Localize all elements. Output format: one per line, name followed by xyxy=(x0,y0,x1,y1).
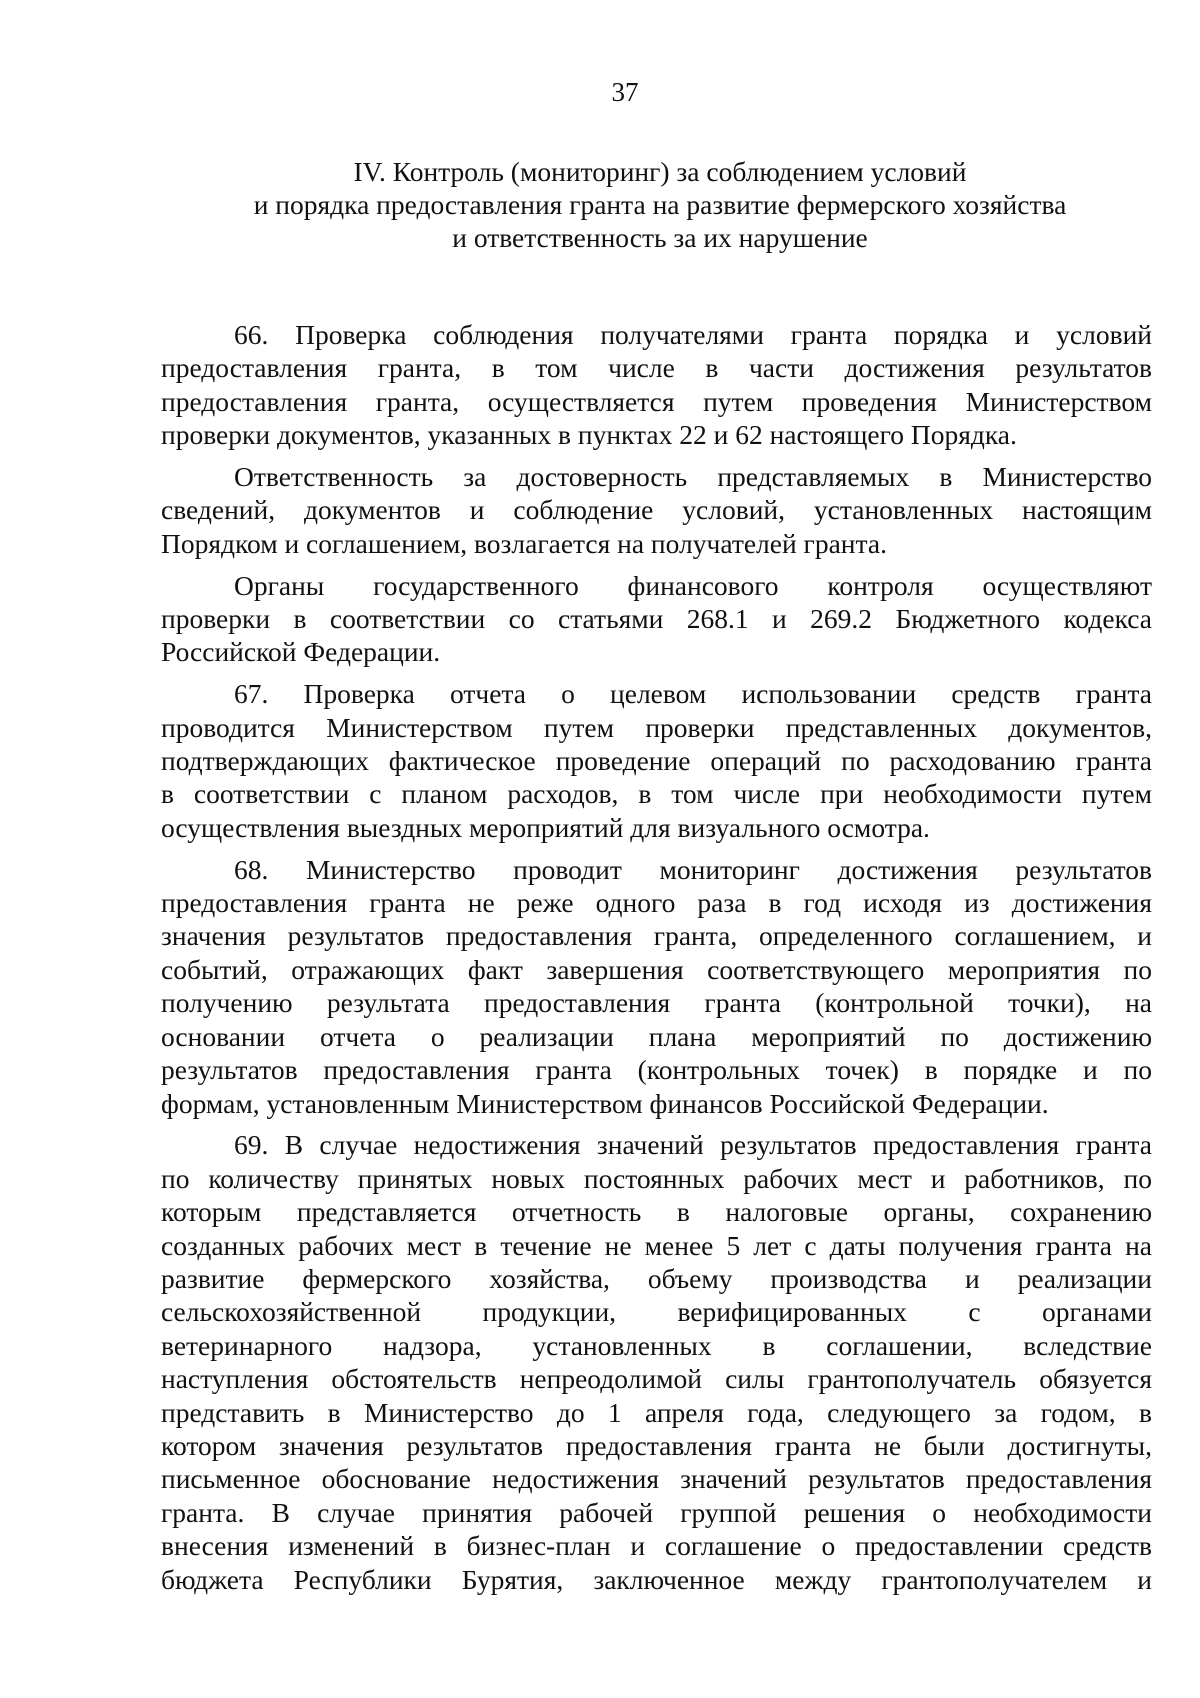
paragraph-line: результатов предоставления гранта (контрольных точек) в порядке и по xyxy=(161,1054,1152,1086)
paragraph xyxy=(161,318,1152,452)
page-number: 37 xyxy=(611,77,639,107)
paragraph-line: событий, отражающих факт завершения соответствующего мероприятия по xyxy=(161,953,1152,985)
paragraph xyxy=(161,569,1152,669)
paragraph-line: бюджета Республики Бурятия, заключенное между грантополучателем и xyxy=(161,1563,1152,1595)
heading-line: и порядка предоставления гранта на развитие фермерского хозяйства xyxy=(253,189,1067,220)
paragraph-line: основании отчета о реализации плана мероприятий по достижению xyxy=(161,1020,1152,1052)
paragraph-line: Ответственность за достоверность представляемых в Министерство xyxy=(234,461,1152,493)
paragraph-line: проверки документов, указанных в пунктах 22 и 62 настоящего Порядка. xyxy=(161,419,1017,451)
paragraph-line: представить в Министерство до 1 апреля года, следующего за годом, в xyxy=(161,1396,1152,1428)
paragraph xyxy=(161,460,1152,560)
paragraph-line: подтверждающих фактическое проведение операций по расходованию гранта xyxy=(161,745,1152,777)
section-heading xyxy=(160,155,1160,254)
heading-line: IV. Контроль (мониторинг) за соблюдением условий xyxy=(353,156,967,187)
paragraph-line: Порядком и соглашением, возлагается на получателей гранта. xyxy=(161,527,887,559)
paragraph-line: формам, установленным Министерством финансов Российской Федерации. xyxy=(161,1087,1049,1119)
paragraph-line: значения результатов предоставления гранта, определенного соглашением, и xyxy=(161,920,1152,952)
paragraph-line: по количеству принятых новых постоянных рабочих мест и работников, по xyxy=(161,1162,1152,1194)
paragraph-line: Органы государственного финансового контроля осуществляют xyxy=(234,569,1152,601)
paragraph-line: сведений, документов и соблюдение условий, установленных настоящим xyxy=(161,494,1152,526)
paragraph-line: в соответствии с планом расходов, в том числе при необходимости путем xyxy=(161,778,1152,810)
heading-line: и ответственность за их нарушение xyxy=(452,222,868,253)
paragraph-line: которым представляется отчетность в налоговые органы, сохранению xyxy=(161,1196,1152,1228)
paragraph-line: Российской Федерации. xyxy=(161,636,441,668)
paragraph-line: письменное обоснование недостижения значений результатов предоставления xyxy=(161,1463,1152,1495)
paragraph-line: наступления обстоятельств непреодолимой силы грантополучатель обязуется xyxy=(161,1363,1152,1395)
document-body xyxy=(161,318,1152,1604)
paragraph-line: 68. Министерство проводит мониторинг достижения результатов xyxy=(234,853,1152,885)
paragraph-line: предоставления гранта не реже одного раза в год исходя из достижения xyxy=(161,887,1152,919)
paragraph-line: развитие фермерского хозяйства, объему производства и реализации xyxy=(161,1262,1152,1294)
paragraph-line: проводится Министерством путем проверки представленных документов, xyxy=(161,711,1152,743)
paragraph-line: созданных рабочих мест в течение не менее 5 лет с даты получения гранта на xyxy=(161,1229,1152,1261)
paragraph-line: предоставления гранта, осуществляется путем проведения Министерством xyxy=(161,385,1152,417)
paragraph-line: гранта. В случае принятия рабочей группой решения о необходимости xyxy=(161,1496,1152,1528)
paragraph-line: осуществления выездных мероприятий для визуального осмотра. xyxy=(161,811,930,843)
paragraph-line: 66. Проверка соблюдения получателями гранта порядка и условий xyxy=(234,319,1152,350)
paragraph-line: проверки в соответствии со статьями 268.1 и 269.2 Бюджетного кодекса xyxy=(161,603,1152,635)
paragraph-line: ветеринарного надзора, установленных в соглашении, вследствие xyxy=(161,1329,1152,1361)
paragraph-line: 69. В случае недостижения значений результатов предоставления гранта xyxy=(234,1129,1152,1161)
paragraph xyxy=(161,677,1152,844)
paragraph-line: сельскохозяйственной продукции, верифицированных с органами xyxy=(161,1296,1152,1328)
paragraph xyxy=(161,1128,1152,1596)
paragraph-line: котором значения результатов предоставления гранта не были достигнуты, xyxy=(161,1429,1152,1461)
paragraph-line: предоставления гранта, в том числе в части достижения результатов xyxy=(161,352,1152,384)
paragraph-line: получению результата предоставления гранта (контрольной точки), на xyxy=(161,987,1152,1019)
paragraph xyxy=(161,853,1152,1120)
paragraph-line: 67. Проверка отчета о целевом использовании средств гранта xyxy=(234,678,1152,710)
paragraph-line: внесения изменений в бизнес-план и соглашение о предоставлении средств xyxy=(161,1530,1152,1562)
